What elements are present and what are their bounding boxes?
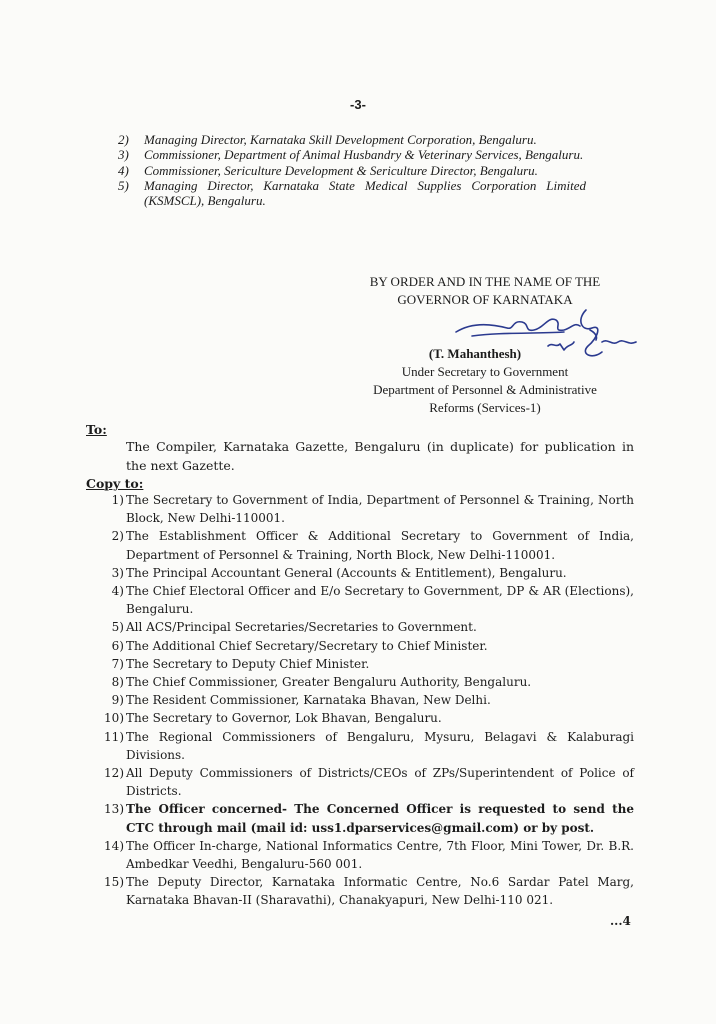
item-number: 8) [111, 675, 124, 690]
order-line-2: GOVERNOR OF KARNATAKA [397, 292, 573, 307]
item-text: The Secretary to Governor, Lok Bhavan, Bengaluru. [126, 711, 442, 726]
item-text: Commissioner, Sericulture Development & Sericulture Director, Bengaluru. [144, 162, 538, 178]
list-item [86, 527, 634, 563]
to-text: The Compiler, Karnataka Gazette, Bengaluru (in duplicate) for publication in the next Gazette. [126, 439, 634, 473]
list-item [86, 691, 634, 709]
item-text: All ACS/Principal Secretaries/Secretaries to Government. [126, 620, 477, 635]
item-number: 3) [118, 147, 129, 163]
item-number: 13) [104, 802, 124, 817]
item-number: 10) [104, 711, 124, 726]
item-number: 12) [104, 766, 124, 781]
item-text: The Principal Accountant General (Accounts & Entitlement), Bengaluru. [126, 565, 567, 580]
item-number: 2) [111, 529, 124, 544]
item-number: 5) [118, 177, 129, 193]
item-text: Commissioner, Department of Animal Husbandry & Veterinary Services, Bengaluru. [144, 147, 584, 163]
to-label: To: [86, 422, 107, 437]
item-text: The Establishment Officer & Additional Secretary to Government of India, Department of Personnel & Training, North Block, New Delhi-110001. [126, 529, 634, 562]
copy-to-list [86, 491, 634, 910]
copy-to-label: Copy to: [86, 476, 144, 491]
item-text: The Chief Electoral Officer and E/o Secretary to Government, DP & AR (Elections), Bengaluru. [126, 584, 634, 617]
list-item [86, 728, 634, 764]
item-text: The Secretary to Government of India, Department of Personnel & Training, North Block, New Delhi-110001. [126, 493, 634, 526]
item-text: The Deputy Director, Karnataka Informatic Centre, No.6 Sardar Patel Marg, Karnataka Bhavan-II (Sharavathi), Chanakyapuri, New Delhi-110 021. [126, 875, 634, 908]
item-number: 14) [104, 838, 124, 853]
item-number: 3) [111, 565, 124, 580]
list-item [86, 709, 634, 727]
signatory-name: (T. Mahanthesh) [428, 346, 522, 361]
item-number: 15) [104, 875, 124, 890]
list-item [86, 637, 634, 655]
recipient-list-italic [118, 132, 586, 208]
designation-line-3: Reforms (Services-1) [429, 400, 541, 415]
item-number: 11) [104, 729, 124, 744]
item-text: The Resident Commissioner, Karnataka Bhavan, New Delhi. [126, 693, 491, 708]
item-text: The Officer concerned- The Concerned Officer is requested to send the CTC through mail (mail id: uss1.dparservices@gmail.com) or by post. [126, 802, 634, 835]
item-text: Managing Director, Karnataka State Medical Supplies Corporation Limited (KSMSCL), Bengaluru. [144, 177, 586, 209]
list-item [86, 764, 634, 800]
item-text: The Regional Commissioners of Bengaluru, Mysuru, Belagavi & Kalaburagi Divisions. [126, 729, 634, 762]
list-item [118, 132, 586, 147]
item-number: 4) [118, 162, 129, 178]
item-text: The Chief Commissioner, Greater Bengaluru Authority, Bengaluru. [126, 675, 532, 690]
list-item [86, 837, 634, 873]
list-item [86, 673, 634, 691]
list-item [86, 491, 634, 527]
item-text: All Deputy Commissioners of Districts/CEOs of ZPs/Superintendent of Police of Districts. [126, 766, 634, 799]
item-text: The Officer In-charge, National Informatics Centre, 7th Floor, Mini Tower, Dr. B.R. Ambedkar Veedhi, Bengaluru-560 001. [126, 838, 634, 872]
list-item [118, 163, 586, 178]
item-number: 6) [111, 638, 124, 653]
page-number: -3- [350, 97, 366, 112]
list-item [118, 147, 586, 162]
item-text: The Secretary to Deputy Chief Minister. [126, 656, 370, 671]
list-item [86, 873, 634, 909]
list-item [86, 618, 634, 636]
item-text: Managing Director, Karnataka Skill Development Corporation, Bengaluru. [144, 132, 537, 147]
item-number: 5) [111, 620, 124, 635]
designation-line-2: Department of Personnel & Administrative [373, 382, 597, 397]
item-text: The Additional Chief Secretary/Secretary to Chief Minister. [126, 638, 488, 653]
list-item-highlighted [86, 800, 634, 836]
continuation-marker: ...4 [610, 914, 631, 928]
item-number: 9) [111, 693, 124, 708]
list-item [86, 582, 634, 618]
list-item [86, 655, 634, 673]
order-line-1: BY ORDER AND IN THE NAME OF THE [369, 274, 601, 289]
item-number: 4) [111, 584, 124, 599]
item-number: 1) [111, 493, 124, 507]
item-number: 7) [111, 656, 124, 671]
handwritten-signature [452, 302, 642, 364]
list-item [118, 178, 586, 209]
list-item [86, 564, 634, 582]
item-number: 2) [118, 132, 129, 147]
designation-line-1: Under Secretary to Government [401, 364, 569, 379]
